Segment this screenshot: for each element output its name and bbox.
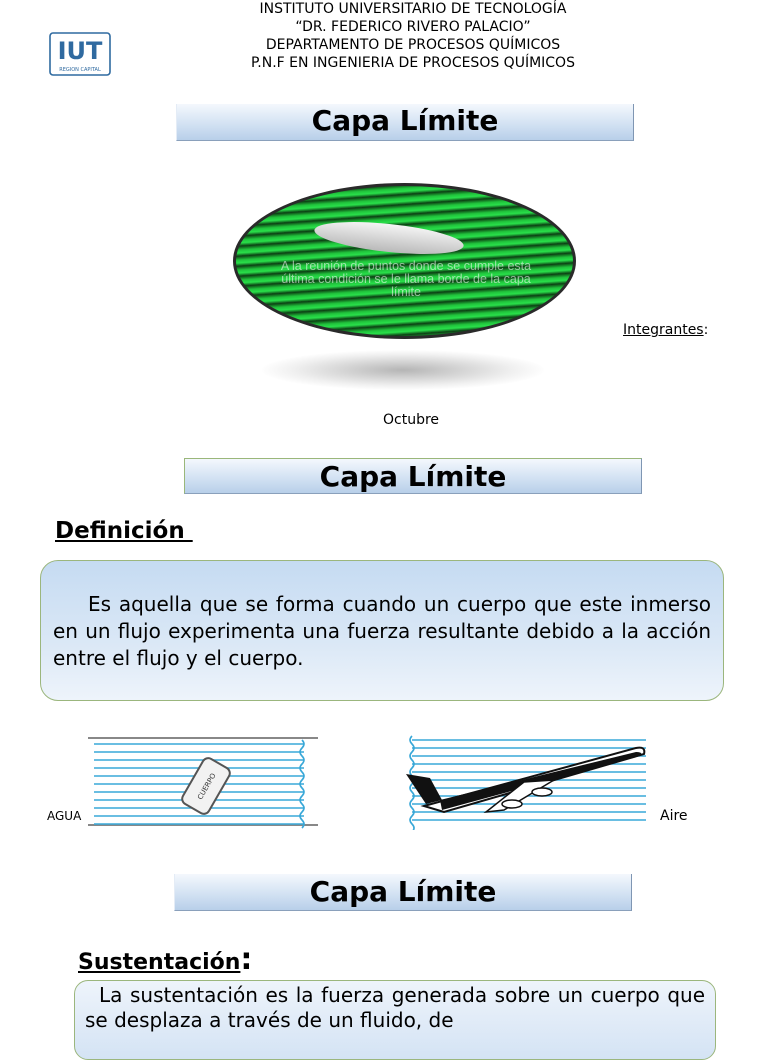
integrantes-text [623, 322, 708, 338]
cover-image [233, 183, 576, 339]
water-flow-diagram [86, 734, 320, 830]
definition-box [40, 560, 724, 701]
integrantes-label: Integrantes [623, 322, 704, 338]
air-label: Aire [660, 808, 688, 824]
water-label: AGUA [47, 809, 82, 823]
cover-shadow [262, 350, 544, 390]
airfoil-shape [313, 216, 465, 260]
header-line: DEPARTAMENTO DE PROCESOS QUÍMICOS [265, 37, 561, 53]
iut-logo [49, 32, 111, 76]
body-label: CUERPO [196, 771, 218, 802]
integrantes-colon: : [703, 322, 709, 338]
definition-heading: Definición [55, 518, 193, 544]
air-flow-diagram [404, 734, 654, 830]
slide-title-1: Capa Límite [176, 104, 634, 141]
body-shape [180, 756, 232, 816]
header-line: P.N.F EN INGENIERIA DE PROCESOS QUÍMICOS [251, 55, 575, 71]
header-line: INSTITUTO UNIVERSITARIO DE TECNOLOGÍA [259, 1, 567, 17]
date-text: Octubre [383, 412, 440, 428]
institution-header [230, 0, 596, 72]
definition-text: Es aquella que se forma cuando un cuerpo que este inmerso en un flujo experimenta una fuerza resultante debido a la acción entre el flujo y el cuerpo. [53, 592, 711, 670]
slide-title-3: Capa Límite [174, 874, 632, 911]
slide-title-2: Capa Límite [184, 458, 642, 494]
sustentacion-box [74, 980, 716, 1060]
logo-text: IUT [57, 37, 103, 65]
logo-subtext: REGION CAPITAL [59, 67, 101, 73]
sustentacion-text: La sustentación es la fuerza generada sobre un cuerpo que se desplaza a través de un fluido, de [85, 983, 705, 1032]
cover-caption: A la reunión de puntos donde se cumple esta última condición se le llama borde de la capa límite [280, 259, 532, 299]
header-line: “DR. FEDERICO RIVERO PALACIO” [295, 19, 531, 35]
sustentacion-colon: : [240, 942, 253, 977]
sustentacion-heading-label: Sustentación [78, 950, 241, 975]
sustentacion-heading [78, 942, 252, 977]
